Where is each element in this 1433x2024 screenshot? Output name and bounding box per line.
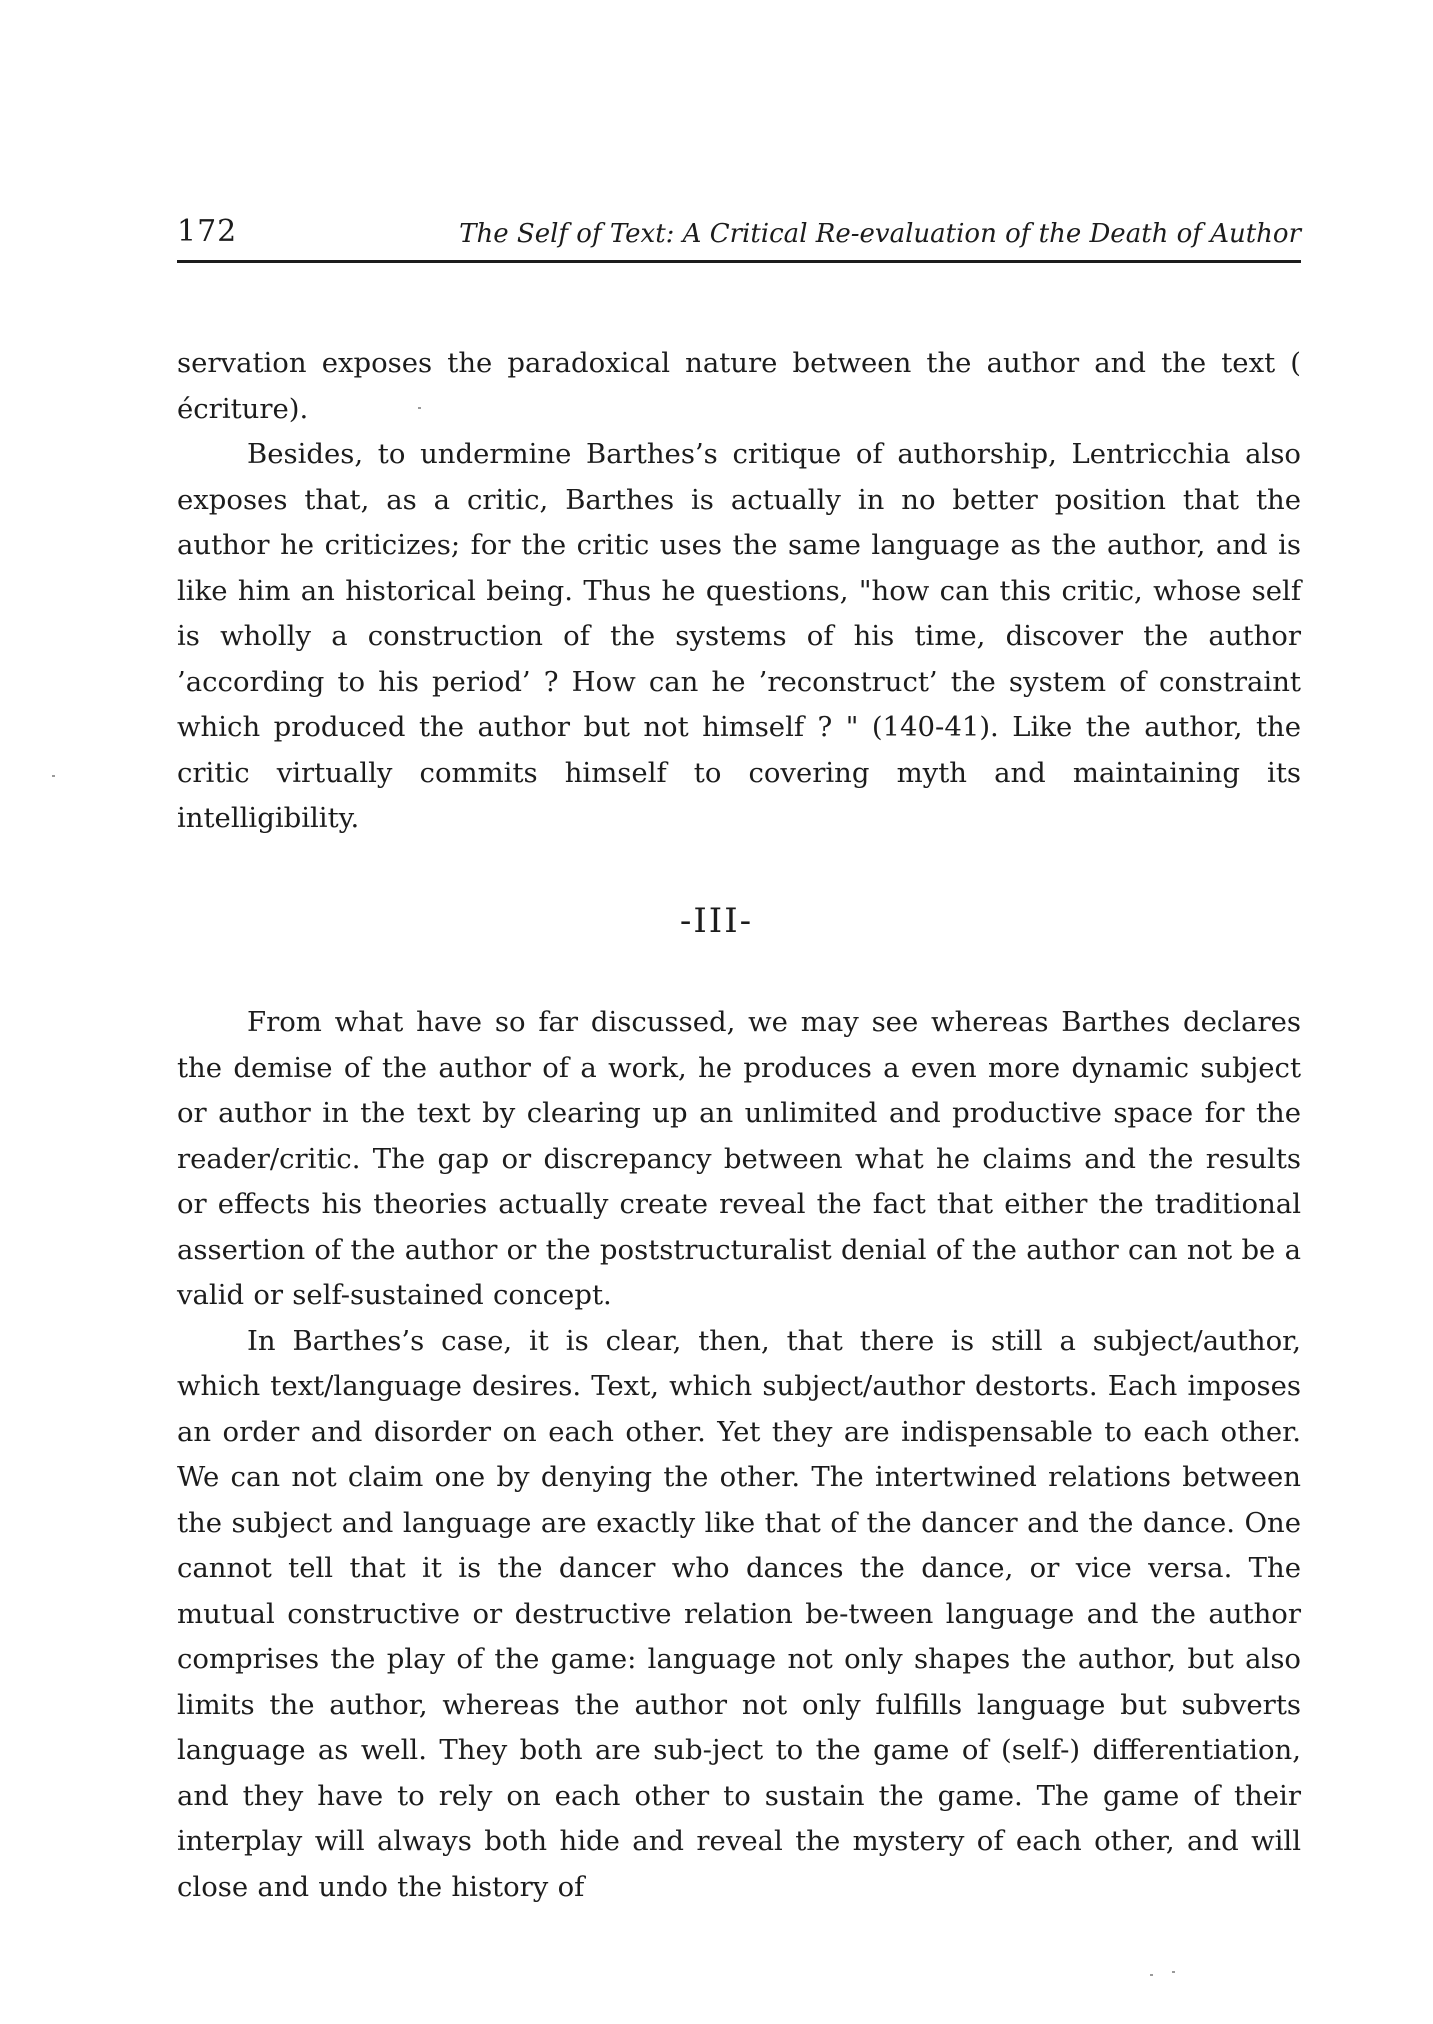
running-header [177,212,1301,260]
scan-speck [1150,1974,1153,1976]
page-number: 172 [177,214,238,249]
section-heading: -III- [679,901,754,941]
body-text-after-section [177,1000,1301,1910]
paragraph: Besides, to undermine Barthes’s critique of authorship, Lentricchia also exposes that, as a critic, Barthes is actually in no better position that the author he criticizes; for the critic uses the same language as the author, and is like him an historical being. Thus he questions, "how can this critic, whose self is wholly a construction of the systems of his time, discover the author ’according to his period’ ? How can he ’reconstruct’ the system of constraint which produced the author but not himself ? " (140-41). Like the author, the critic virtually commits himself to covering myth and maintaining its intelligibility. [177,438,1301,834]
running-title: The Self of Text: A Critical Re-evaluation of the Death of Author [459,219,1301,249]
body-text-before-section [177,341,1301,842]
paragraph-continued: servation exposes the paradoxical nature between the author and the text ( écriture). [177,347,1301,425]
scan-speck [418,407,421,409]
header-rule [177,260,1301,263]
paragraph: From what have so far discussed, we may see whereas Barthes declares the demise of the author of a work, he produces a even more dynamic subject or author in the text by clearing up an unlimited and productive space for the reader/critic. The gap or discrepancy between what he claims and the results or effects his theories actually create reveal the fact that either the traditional assertion of the author or the poststructuralist denial of the author can not be a valid or self-sustained concept. [177,1006,1301,1311]
scan-speck [52,775,55,777]
paragraph: In Barthes’s case, it is clear, then, that there is still a subject/author, which text/language desires. Text, which subject/author destorts. Each imposes an order and disorder on each other. Yet they are indispensable to each other. We can not claim one by denying the other. The intertwined relations between the subject and language are exactly like that of the dancer and the dance. One cannot tell that it is the dancer who dances the dance, or vice versa. The mutual constructive or destructive relation be-tween language and the author comprises the play of the game: language not only shapes the author, but also limits the author, whereas the author not only fulfills language but subverts language as well. They both are sub-ject to the game of (self-) differentiation, and they have to rely on each other to sustain the game. The game of their interplay will always both hide and reveal the mystery of each other, and will close and undo the history of [177,1324,1301,1903]
scan-speck [1172,1971,1175,1973]
